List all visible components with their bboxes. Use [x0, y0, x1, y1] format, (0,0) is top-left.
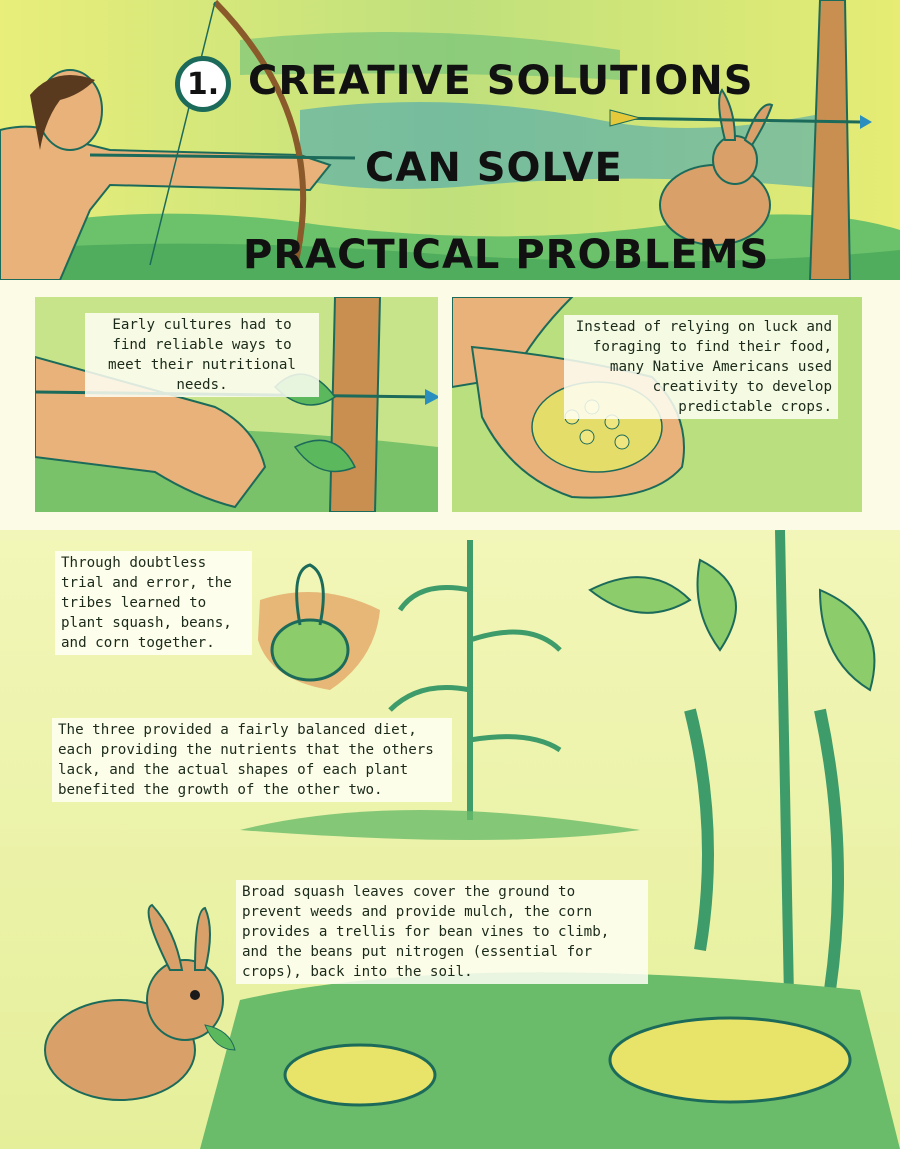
squash-caption: Broad squash leaves cover the ground to prevent weeds and provide mulch, the corn provides a trellis for bean vines to climb, and the beans put nitrogen (essential for crops), back into the soil. — [236, 880, 648, 984]
title-line-1: CREATIVE SOLUTIONS — [248, 58, 754, 104]
trial-caption: Through doubtless trial and error, the tribes learned to plant squash, beans, and corn together. — [55, 551, 252, 655]
picking-panel — [35, 297, 438, 512]
garden-panel — [0, 530, 900, 1149]
diet-caption: The three provided a fairly balanced diet, each providing the nutrients that the others lack, and the actual shapes of each plant benefited the growth of the other two. — [52, 718, 452, 802]
seeds-panel — [452, 297, 862, 512]
picking-caption: Early cultures had to find reliable ways to meet their nutritional needs. — [85, 313, 319, 397]
title-line-2: CAN SOLVE — [365, 145, 623, 191]
seeds-caption: Instead of relying on luck and foraging to find their food, many Native Americans used creativity to develop predictable crops. — [564, 315, 838, 419]
title-line-3: PRACTICAL PROBLEMS — [243, 232, 770, 278]
section-number: 1. — [186, 66, 220, 102]
section-number-badge — [175, 56, 231, 112]
title-panel — [0, 0, 900, 280]
